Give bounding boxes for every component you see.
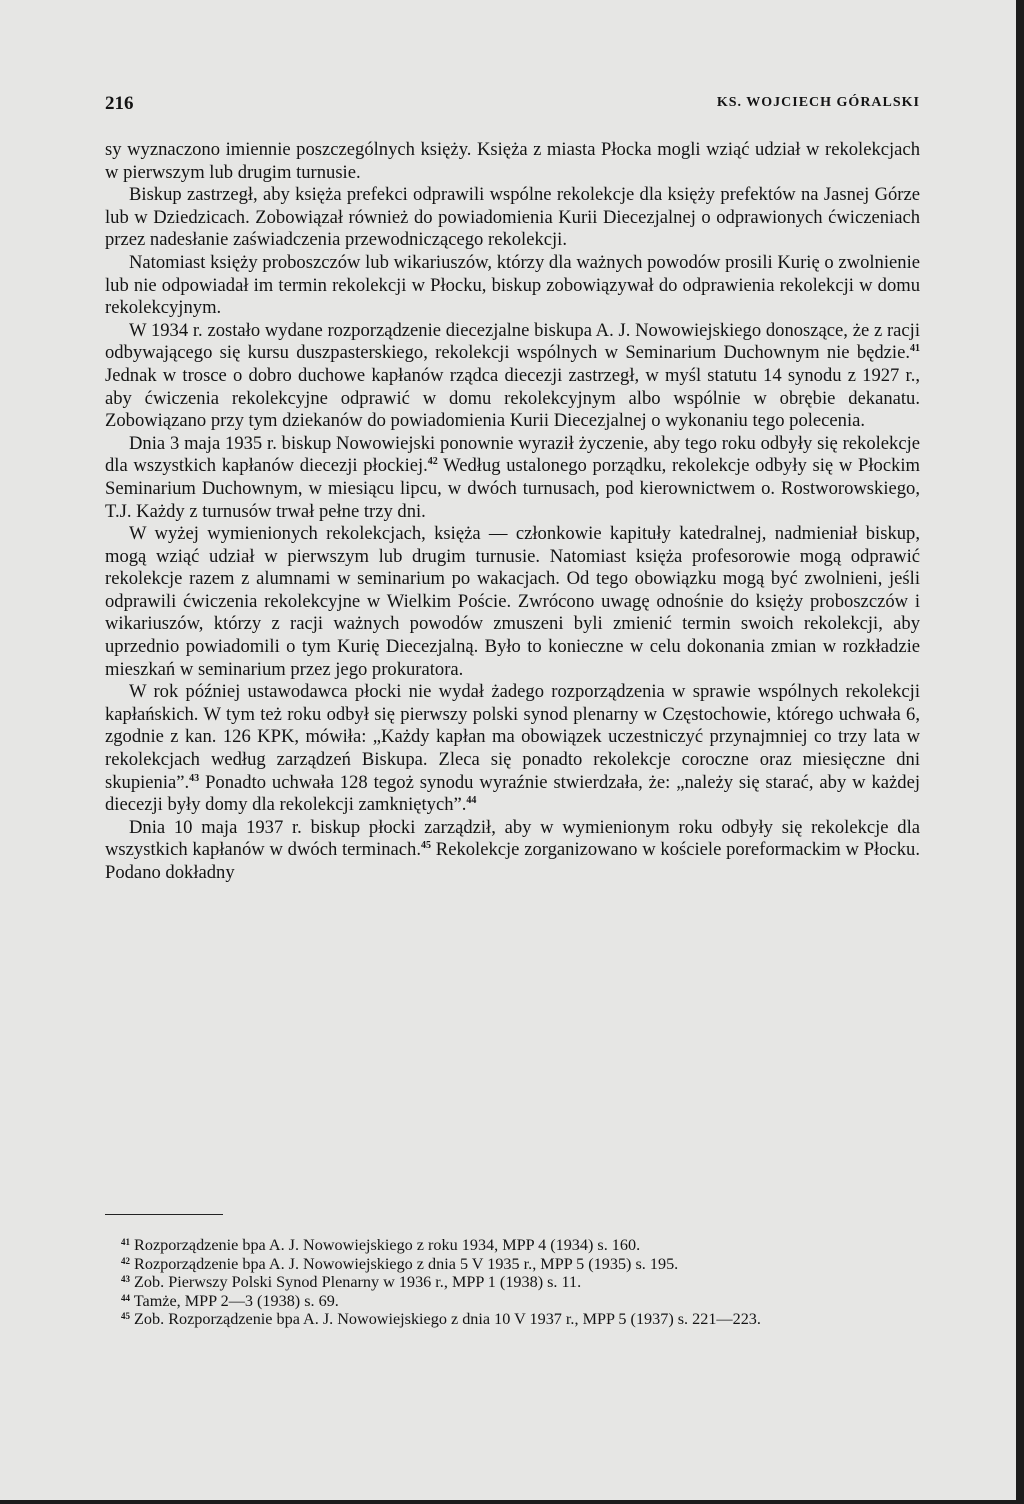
footnote: [105, 1255, 920, 1274]
footnote: [105, 1292, 920, 1311]
footnotes: [105, 1236, 920, 1329]
footnote-ref: 41: [910, 343, 920, 355]
paragraph-text: Ponadto uchwała 128 tegoż synodu wyraźnie stwierdzała, że: „należy się starać, aby w każdej diecezji były domy dla rekolekcji zamkniętych”.: [105, 771, 920, 816]
paragraph: [105, 184, 920, 252]
page-header: [105, 93, 920, 115]
footnote-ref: 43: [189, 772, 200, 784]
footnote: [105, 1236, 920, 1255]
body-text: [105, 139, 920, 885]
paragraph-text: W 1934 r. zostało wydane rozporządzenie diecezjalne biskupa A. J. Nowowiejskiego donoszące, że z racji odbywającego się kursu duszpasterskiego, rekolekcji wspólnych w Seminarium Duchownym nie będzie.: [105, 319, 920, 364]
paragraph-text: Biskup zastrzegł, aby księża prefekci odprawili wspólne rekolekcje dla księży prefektów na Jasnej Górze lub w Dziedzicach. Zobowiązał również do powiadomienia Kurii Diecezjalnej o odprawionych ćwiczeniach przez nadesłanie zaświadczenia przewodniczącego rekolekcji.: [105, 184, 920, 251]
paragraph-text: sy wyznaczono imiennie poszczególnych księży. Księża z miasta Płocka mogli wziąć udział w rekolekcjach w pierwszym lub drugim turnusie.: [105, 139, 920, 183]
footnote: [105, 1310, 920, 1329]
footnote-number: 42: [121, 1255, 130, 1266]
footnote-text: Rozporządzenie bpa A. J. Nowowiejskiego z dnia 5 V 1935 r., MPP 5 (1935) s. 195.: [130, 1254, 679, 1273]
paragraph: [105, 433, 920, 523]
paragraph-text: W rok później ustawodawca płocki nie wydał żadego rozporządzenia w sprawie wspólnych rekolekcji kapłańskich. W tym też roku odbył się pierwszy polski synod plenarny w Częstochowie, którego uchwała 6, zgodnie z kan. 126 KPK, mówiła: „Każdy kapłan ma obowiązek uczestniczyć przynajmniej co trzy lata w rekolekcjach według zarządzeń Biskupa. Zleca się ponadto rekolekcje coroczne oraz miesięczne dni skupienia”.: [105, 681, 920, 793]
paragraph-text: Natomiast księży proboszczów lub wikariuszów, którzy dla ważnych powodów prosili Kurię o zwolnienie lub nie odpowiadał im termin rekolekcji w Płocku, biskup zobowiązywał do odprawienia rekolekcji w domu rekolekcyjnym.: [105, 251, 920, 319]
paragraph: [105, 320, 920, 433]
footnote: [105, 1273, 920, 1292]
paragraph-text: Jednak w trosce o dobro duchowe kapłanów rządca diecezji zastrzegł, w myśl statutu 14 synodu z 1927 r., aby ćwiczenia rekolekcyjne odprawić w domu rekolekcyjnym albo wspólnie w obrębie dekanatu. Zobowiązano przy tym dziekanów do powiadomienia Kurii Diecezjalnej o wykonaniu tego polecenia.: [105, 364, 920, 432]
paragraph: [105, 817, 920, 885]
page-number: 216: [105, 93, 134, 114]
paragraph-text: Według ustalonego porządku, rekolekcje odbyły się w Płockim Seminarium Duchownym, w miesiącu lipcu, w dwóch turnusach, pod kierownictwem o. Rostworowskiego, T.J. Każdy z turnusów trwał pełne trzy dni.: [105, 455, 920, 522]
paragraph: [105, 139, 920, 184]
paragraph-text: Dnia 3 maja 1935 r. biskup Nowowiejski ponownie wyraził życzenie, aby tego roku odbyły się rekolekcje dla wszystkich kapłanów diecezji płockiej.: [105, 432, 920, 477]
paragraph: [105, 681, 920, 817]
footnote-number: 45: [121, 1311, 130, 1322]
paragraph: [105, 523, 920, 681]
footnote-text: Zob. Pierwszy Polski Synod Plenarny w 1936 r., MPP 1 (1938) s. 11.: [130, 1273, 582, 1292]
footnote-number: 41: [121, 1237, 130, 1247]
footnote-divider: [105, 1214, 223, 1215]
paragraph-text: Dnia 10 maja 1937 r. biskup płocki zarządził, aby w wymienionym roku odbyły się rekolekcje dla wszystkich kapłanów w dwóch terminach.: [105, 816, 920, 861]
paragraph-text: W wyżej wymienionych rekolekcjach, księża — członkowie kapituły katedralnej, nadmieniał biskup, mogą wziąć udział w pierwszym lub drugim turnusie. Natomiast księża profesorowie mogą odprawić rekolekcje razem z alumnami w seminarium po wakacjach. Od tego obowiązku mogą być zwolnieni, jeśli odprawili ćwiczenia rekolekcyjne w Wielkim Poście. Zwrócono uwagę odnośnie do księży proboszczów i wikariuszów, którzy z racji ważnych powodów zmuszeni byli zmienić termin swoich rekolekcji, aby uprzednio powiadomili o tym Kurię Diecezjalną. Było to konieczne w celu dokonania zmian w rozkładzie mieszkań w seminarium przez jego prokuratora.: [105, 523, 920, 680]
footnote-text: Zob. Rozporządzenie bpa A. J. Nowowiejskiego z dnia 10 V 1937 r., MPP 5 (1937) s. 221—223.: [130, 1310, 761, 1329]
footnote-text: Tamże, MPP 2—3 (1938) s. 69.: [130, 1291, 339, 1310]
footnote-text: Rozporządzenie bpa A. J. Nowowiejskiego z roku 1934, MPP 4 (1934) s. 160.: [130, 1236, 641, 1254]
running-head: KS. WOJCIECH GÓRALSKI: [716, 95, 920, 110]
footnote-number: 44: [121, 1292, 130, 1303]
footnote-ref: 42: [427, 456, 438, 468]
paragraph-text: Rekolekcje zorganizowano w kościele poreformackim w Płocku. Podano dokładny: [105, 839, 921, 883]
footnote-ref: 45: [421, 840, 432, 852]
footnote-number: 43: [121, 1274, 130, 1285]
footnote-ref: 44: [466, 795, 477, 807]
paragraph: [105, 252, 920, 320]
